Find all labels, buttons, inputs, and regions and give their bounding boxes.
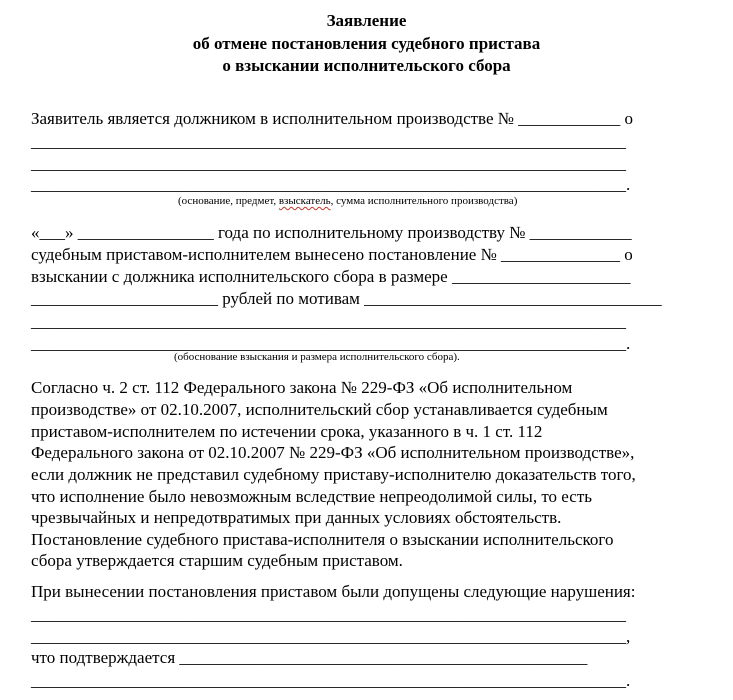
document-subtitle-line1: об отмене постановления судебного пристава xyxy=(192,34,541,53)
section2-line2: судебным приставом-исполнителем вынесено постановление № ______________ о xyxy=(31,245,633,264)
section3-line: Постановление судебного пристава-исполнителя о взыскании исполнительского xyxy=(31,530,614,549)
section2-line3: взыскании с должника исполнительского сбора в размере _____________________ xyxy=(31,267,631,286)
section3-line: что исполнение было невозможным вследствие непреодолимой силы, то есть xyxy=(31,487,593,506)
section4-blank-line-comma: ______________________________________________________________________, xyxy=(31,627,631,646)
caption-text: , сумма исполнительного производства) xyxy=(330,195,518,207)
section3-line: если должник не представил судебному приставу-исполнителю доказательств того, xyxy=(31,465,636,484)
section4-blank-line-end: ______________________________________________________________________. xyxy=(31,671,631,690)
section2-caption: (обоснование взыскания и размера исполнительского сбора). xyxy=(174,351,460,363)
section3-line: чрезвычайных и непредотвратимых при данных условиях обстоятельств. xyxy=(31,508,562,527)
section4-line1: При вынесении постановления приставом были допущены следующие нарушения: xyxy=(31,582,636,601)
caption-text: (основание, предмет, xyxy=(178,195,279,207)
section1-caption xyxy=(178,195,517,207)
section4-blank-line: ______________________________________________________________________ xyxy=(31,605,626,624)
section1-blank-line: ______________________________________________________________________ xyxy=(31,154,626,173)
section2-line4: ______________________ рублей по мотивам ___________________________________ xyxy=(31,289,662,308)
document-subtitle-line2: о взыскании исполнительского сбора xyxy=(222,56,511,75)
document-title: Заявление xyxy=(326,11,407,30)
caption-highlighted-word: взыскатель xyxy=(278,195,331,207)
section2-blank-line: ______________________________________________________________________ xyxy=(31,312,626,331)
section3-line: приставом-исполнителем по истечении срока, указанного в ч. 1 ст. 112 xyxy=(31,422,543,441)
section3-line: сбора утверждается старшим судебным приставом. xyxy=(31,551,403,570)
section4-confirmed-by-line: что подтверждается ________________________________________________ xyxy=(31,648,588,667)
section1-blank-line: ______________________________________________________________________ xyxy=(31,132,626,151)
section3-line: производстве» от 02.10.2007, исполнительский сбор устанавливается судебным xyxy=(31,400,608,419)
section2-line1: «___» ________________ года по исполнительному производству № ____________ xyxy=(31,223,632,242)
section1-line1: Заявитель является должником в исполнительном производстве № ____________ о xyxy=(31,109,633,128)
section1-blank-line-end: ______________________________________________________________________. xyxy=(31,175,631,194)
section2-blank-line-end: ______________________________________________________________________. xyxy=(31,334,631,353)
section3-line: Согласно ч. 2 ст. 112 Федерального закона № 229-ФЗ «Об исполнительном xyxy=(31,378,573,397)
section3-line: Федерального закона от 02.10.2007 № 229-ФЗ «Об исполнительном производстве», xyxy=(31,443,635,462)
